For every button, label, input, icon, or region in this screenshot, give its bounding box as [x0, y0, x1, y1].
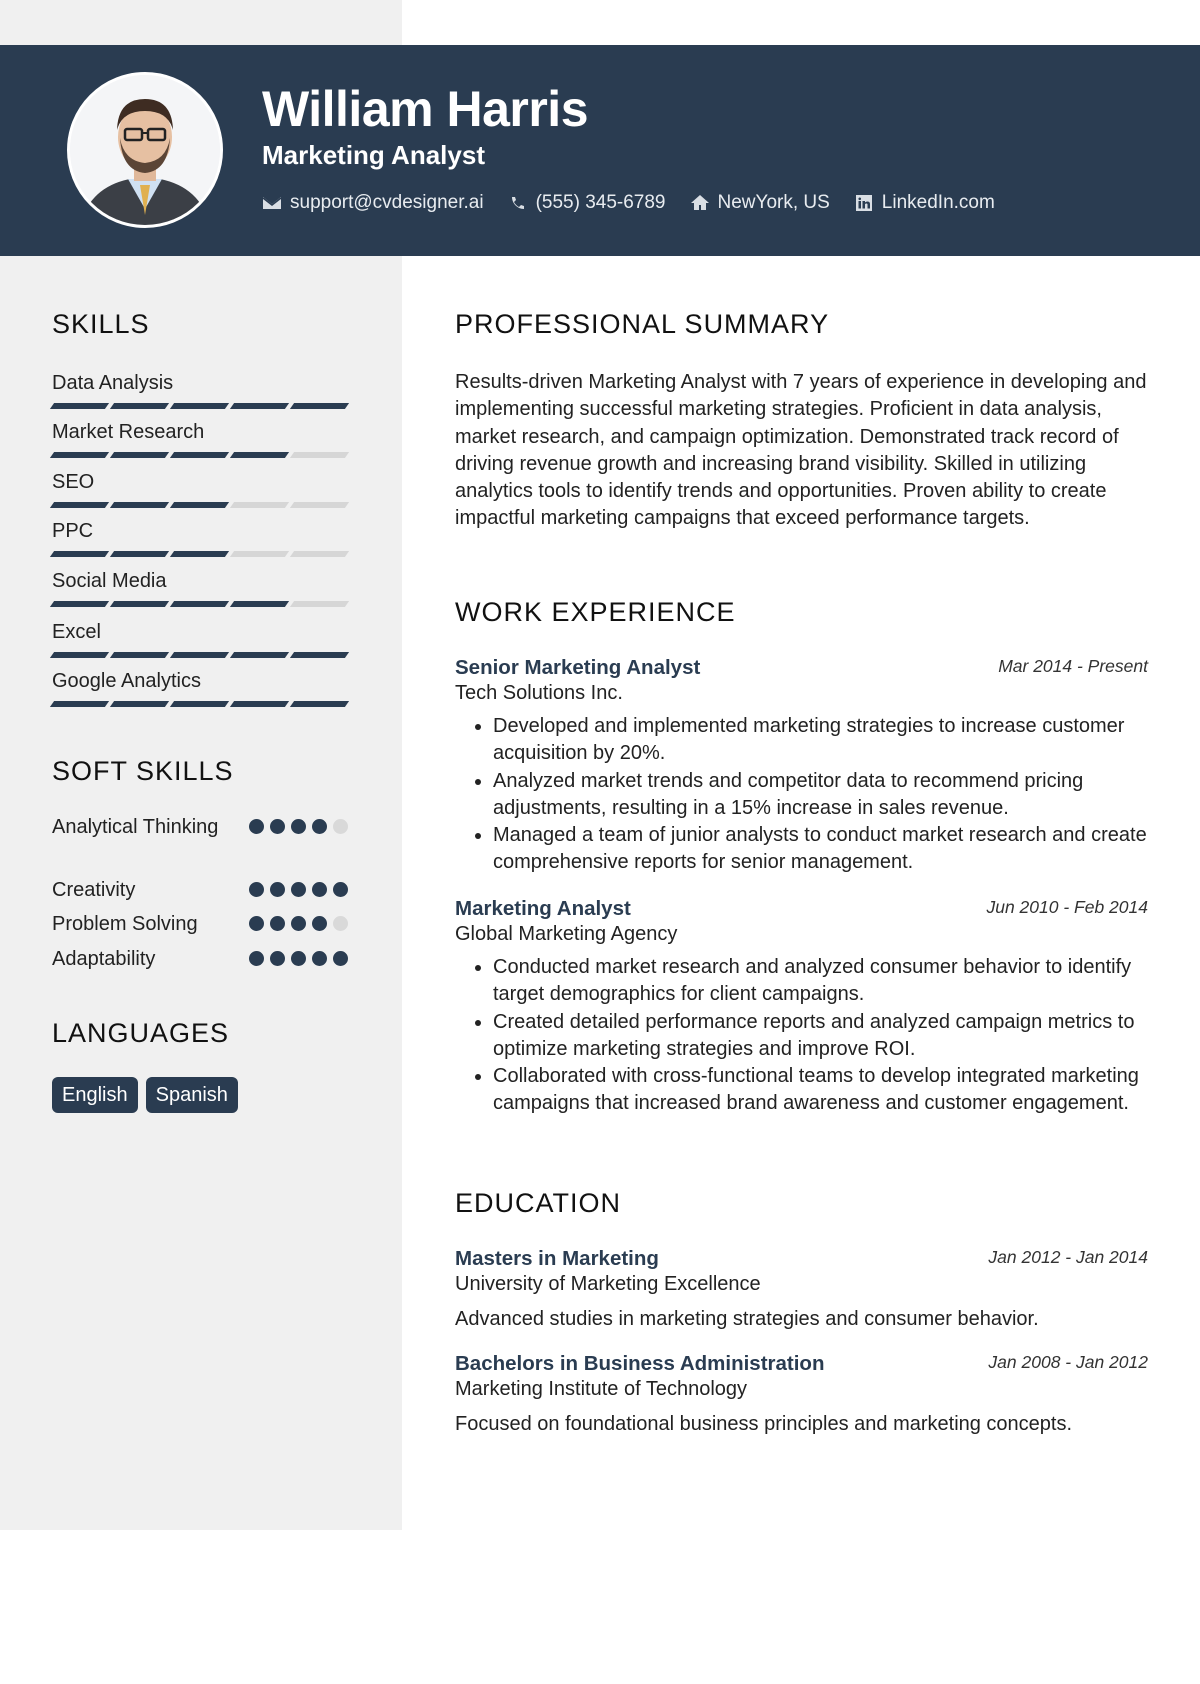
soft-skill-name: Problem Solving [52, 913, 198, 935]
skill-name: Excel [52, 621, 101, 643]
skill-level-segment [50, 452, 109, 458]
job-entry [455, 897, 1148, 1118]
soft-skill-rating [249, 813, 348, 841]
skill-level-segment [110, 701, 169, 707]
skill-level-segment [290, 403, 349, 409]
skill-level-segment [170, 652, 229, 658]
skill-level-segment [290, 502, 349, 508]
skill-level-segment [50, 701, 109, 707]
job-bullets [455, 954, 1148, 1118]
education-description: Advanced studies in marketing strategies and consumer behavior. [455, 1308, 1039, 1330]
job-dates: Mar 2014 - Present [998, 656, 1148, 676]
rating-dot [312, 819, 327, 834]
skill-level-bar [52, 601, 348, 607]
school-name: University of Marketing Excellence [455, 1273, 761, 1295]
degree-title: Masters in Marketing [455, 1247, 659, 1270]
skill-level-segment [230, 502, 289, 508]
skill-name: Google Analytics [52, 670, 201, 692]
rating-dot [333, 951, 348, 966]
rating-dot [312, 951, 327, 966]
job-bullet: • Conducted market research and analyzed consumer behavior to identify target demographics for client campaigns. [493, 954, 1148, 1009]
resume-header [0, 45, 1200, 256]
skill-row [52, 620, 348, 658]
skill-level-segment [230, 601, 289, 607]
skill-level-segment [170, 551, 229, 557]
skill-level-segment [170, 601, 229, 607]
skill-level-segment [50, 502, 109, 508]
skill-row [52, 420, 348, 458]
rating-dot [312, 882, 327, 897]
education-dates: Jan 2012 - Jan 2014 [988, 1247, 1148, 1267]
skill-level-segment [110, 652, 169, 658]
contact-phone[interactable] [508, 192, 666, 214]
job-entry [455, 656, 1148, 877]
rating-dot [291, 916, 306, 931]
rating-dot [291, 951, 306, 966]
contact-linkedin[interactable] [854, 192, 995, 214]
job-bullet: • Managed a team of junior analysts to conduct market research and create comprehensive reports for senior management. [493, 822, 1148, 877]
candidate-name: William Harris [262, 81, 589, 137]
language-badge: English [52, 1077, 138, 1113]
skill-level-segment [230, 701, 289, 707]
rating-dot [270, 951, 285, 966]
skill-name: PPC [52, 520, 94, 542]
rating-dot [249, 951, 264, 966]
phone-icon [508, 193, 528, 213]
job-bullets [455, 713, 1148, 877]
soft-skill-rating [249, 945, 348, 973]
skill-level-bar [52, 551, 348, 557]
skill-level-segment [110, 403, 169, 409]
soft-skill-row [52, 813, 348, 841]
summary-heading: PROFESSIONAL SUMMARY [455, 309, 830, 339]
skill-level-bar [52, 652, 348, 658]
education-description: Focused on foundational business principles and marketing concepts. [455, 1413, 1073, 1435]
skill-level-segment [290, 601, 349, 607]
skill-row [52, 371, 348, 409]
job-company: Tech Solutions Inc. [455, 682, 623, 704]
rating-dot [270, 819, 285, 834]
skill-level-segment [230, 403, 289, 409]
soft-skill-name: Creativity [52, 879, 136, 901]
contact-list [262, 192, 1019, 214]
soft-skills-heading: SOFT SKILLS [52, 756, 234, 786]
rating-dot [333, 916, 348, 931]
education-dates: Jan 2008 - Jan 2012 [988, 1352, 1148, 1372]
skill-row [52, 569, 348, 607]
soft-skill-rating [249, 910, 348, 938]
skill-row [52, 519, 348, 557]
rating-dot [312, 916, 327, 931]
skill-level-bar [52, 701, 348, 707]
skill-level-segment [230, 551, 289, 557]
experience-heading: WORK EXPERIENCE [455, 597, 736, 627]
skill-level-segment [230, 652, 289, 658]
languages-heading: LANGUAGES [52, 1018, 230, 1048]
job-bullet: • Analyzed market trends and competitor data to recommend pricing adjustments, resulting in a 15% increase in sales revenue. [493, 768, 1148, 823]
job-bullet: • Created detailed performance reports and analyzed campaign metrics to optimize marketing strategies and improve ROI. [493, 1009, 1148, 1064]
rating-dot [270, 882, 285, 897]
skill-row [52, 470, 348, 508]
skill-level-bar [52, 502, 348, 508]
skill-level-segment [290, 452, 349, 458]
skill-level-segment [50, 551, 109, 557]
rating-dot [333, 819, 348, 834]
rating-dot [249, 916, 264, 931]
languages-list [52, 1077, 238, 1113]
profile-photo [70, 75, 220, 225]
soft-skill-row [52, 876, 348, 904]
avatar [67, 72, 223, 228]
soft-skill-name: Analytical Thinking [52, 816, 219, 838]
rating-dot [333, 882, 348, 897]
soft-skill-rating [249, 876, 348, 904]
phone-text: (555) 345-6789 [535, 192, 666, 213]
skill-level-segment [50, 403, 109, 409]
skill-level-bar [52, 403, 348, 409]
rating-dot [249, 819, 264, 834]
skill-level-segment [110, 452, 169, 458]
skill-level-segment [110, 601, 169, 607]
location-text: NewYork, US [717, 192, 830, 213]
skill-level-segment [230, 452, 289, 458]
home-icon [690, 193, 710, 213]
education-heading: EDUCATION [455, 1188, 622, 1218]
skill-name: Data Analysis [52, 372, 174, 394]
skill-level-segment [110, 502, 169, 508]
job-title: Senior Marketing Analyst [455, 656, 701, 679]
education-entry [455, 1247, 1148, 1333]
skill-level-segment [290, 652, 349, 658]
job-company: Global Marketing Agency [455, 923, 678, 945]
soft-skill-row [52, 945, 348, 973]
degree-title: Bachelors in Business Administration [455, 1352, 825, 1375]
soft-skill-row [52, 910, 348, 938]
skills-heading: SKILLS [52, 309, 150, 339]
skill-level-segment [110, 551, 169, 557]
skill-level-segment [290, 551, 349, 557]
soft-skill-name: Adaptability [52, 948, 156, 970]
language-badge: Spanish [146, 1077, 238, 1113]
rating-dot [249, 882, 264, 897]
skill-level-segment [50, 652, 109, 658]
skill-name: Social Media [52, 570, 167, 592]
job-dates: Jun 2010 - Feb 2014 [986, 897, 1148, 917]
rating-dot [270, 916, 285, 931]
skill-level-segment [50, 601, 109, 607]
skill-name: Market Research [52, 421, 205, 443]
rating-dot [291, 882, 306, 897]
skill-level-segment [170, 701, 229, 707]
linkedin-text: LinkedIn.com [881, 192, 995, 213]
candidate-title: Marketing Analyst [262, 140, 485, 170]
job-title: Marketing Analyst [455, 897, 631, 920]
job-bullet: • Collaborated with cross-functional teams to develop integrated marketing campaigns that increased brand awareness and customer engagement. [493, 1063, 1148, 1118]
skill-level-segment [170, 452, 229, 458]
contact-location [690, 192, 830, 214]
skill-level-segment [170, 403, 229, 409]
education-entry [455, 1352, 1148, 1438]
skill-level-segment [170, 502, 229, 508]
skill-name: SEO [52, 471, 95, 493]
rating-dot [291, 819, 306, 834]
linkedin-icon [854, 193, 874, 213]
skill-level-bar [52, 452, 348, 458]
summary-text: Results-driven Marketing Analyst with 7 years of experience in developing and implementing successful marketing strategies. Proficient in data analysis, market research, and campaign optimization. Demonstrated track record of driving revenue growth and increasing brand visibility. Skilled in utilizing analytics tools to identify trends and opportunities. Proven ability to create impactful marketing campaigns that exceed performance targets. [455, 371, 1147, 530]
job-bullet: • Developed and implemented marketing strategies to increase customer acquisition by 20%. [493, 713, 1148, 768]
contact-email[interactable] [262, 192, 484, 214]
email-text: support@cvdesigner.ai [290, 192, 484, 213]
envelope-icon [262, 193, 282, 213]
school-name: Marketing Institute of Technology [455, 1378, 748, 1400]
skill-row [52, 669, 348, 707]
skill-level-segment [290, 701, 349, 707]
